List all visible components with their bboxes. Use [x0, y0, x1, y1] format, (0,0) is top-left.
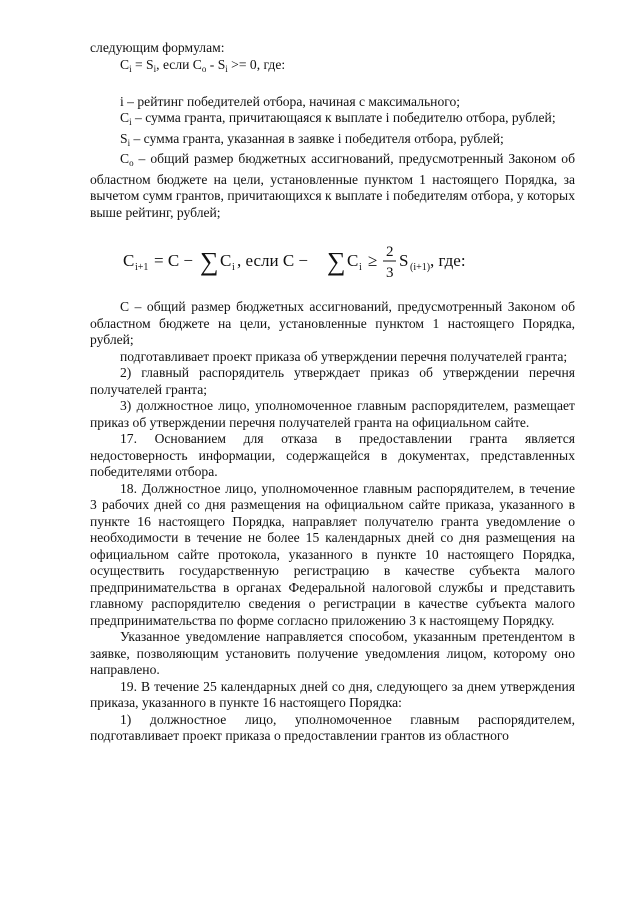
- svg-text:3: 3: [386, 265, 394, 281]
- paragraph-2: 2) главный распорядитель утверждает приказ об утверждении перечня получателей гранта;: [90, 365, 575, 397]
- svg-text:i: i: [232, 262, 235, 273]
- svg-text:2: 2: [386, 244, 394, 260]
- svg-text:S: S: [399, 251, 409, 270]
- svg-text:(i+1): (i+1): [410, 262, 431, 273]
- line-top: следующим формулам:: [90, 40, 225, 55]
- formula-1: $C_i = S_i$, если $C_o - S_i >= 0$, где:: [120, 56, 286, 74]
- definition-co: $C_o$ – общий размер бюджетных ассигнований, предусмотренный Законом об областном бюджете на цели, установленные пунктом 1 настоящего Порядка, за вычетом сумм грантов, причитающихся к выплате i победителям отбора, у которых выше рейтинг, рублей;: [90, 151, 575, 220]
- svg-text:∑: ∑: [200, 247, 219, 276]
- paragraph-3: 3) должностное лицо, уполномоченное главным распорядителем, размещает приказ об утверждении перечня получателей гранта на официальном сайте.: [90, 398, 575, 430]
- document-body: [90, 40, 575, 745]
- paragraph-18: 18. Должностное лицо, уполномоченное главным распорядителем, в течение 3 рабочих дней со дня размещения на официальном сайте приказа, указанного в пункте 16 настоящего Порядка, направляет получателю гранта уведомление о необходимости в течение не более 15 календарных дней со дня размещения на официальном сайте протокола, указанного в пункте 10 настоящего Порядка, осуществить государственную регистрацию в качестве субъекта малого предпринимательства в органах Федеральной налоговой службы и представить главному распорядителю сведения о регистрации в качестве субъекта малого предпринимательства по форме согласно приложению 3 к настоящему Порядку.: [90, 480, 575, 628]
- svg-text:, если C −: , если C −: [237, 251, 309, 270]
- definition-c: C – общий размер бюджетных ассигнований, предусмотренный Законом об областном бюджете на цели, установленные пунктом 1 настоящего Порядка, рублей;: [90, 299, 575, 347]
- paragraph-17: 17. Основанием для отказа в предоставлении гранта является недостоверность информации, содержащейся в документах, представленных победителями отбора.: [90, 431, 575, 479]
- definition-si: $S_i$ – сумма гранта, указанная в заявке i победителя отбора, рублей;: [120, 130, 504, 148]
- svg-text:, где:: , где:: [430, 251, 466, 270]
- definition-ci: $C_i$ – сумма гранта, причитающаяся к выплате i победителю отбора, рублей;: [120, 110, 556, 127]
- svg-text:C: C: [220, 251, 232, 270]
- svg-text:C: C: [347, 251, 359, 270]
- svg-text:i: i: [359, 262, 362, 273]
- paragraph-19-1: 1) должностное лицо, уполномоченное главным распорядителем, подготавливает проект приказа о предоставлении грантов из областного: [90, 711, 575, 743]
- formula-2: [90, 221, 575, 299]
- paragraph-19: 19. В течение 25 календарных дней со дня, следующего за днем утверждения приказа, указанного в пункте 16 настоящего Порядка:: [90, 678, 575, 710]
- svg-text:C: C: [123, 251, 135, 270]
- formula-2-graphic: [90, 221, 575, 299]
- paragraph-notice: Указанное уведомление направляется способом, указанным претендентом в заявке, позволяющим установить получение уведомления лицом, которому оно направлено.: [90, 629, 575, 677]
- paragraph-prepare: подготавливает проект приказа об утверждении перечня получателей гранта;: [120, 348, 568, 364]
- svg-text:= C −: = C −: [154, 251, 194, 270]
- svg-text:≥: ≥: [368, 251, 378, 270]
- definition-i: i – рейтинг победителей отбора, начиная с максимального;: [120, 93, 461, 109]
- blank-line: [90, 77, 575, 94]
- svg-text:i+1: i+1: [135, 262, 149, 273]
- svg-text:∑: ∑: [327, 247, 346, 276]
